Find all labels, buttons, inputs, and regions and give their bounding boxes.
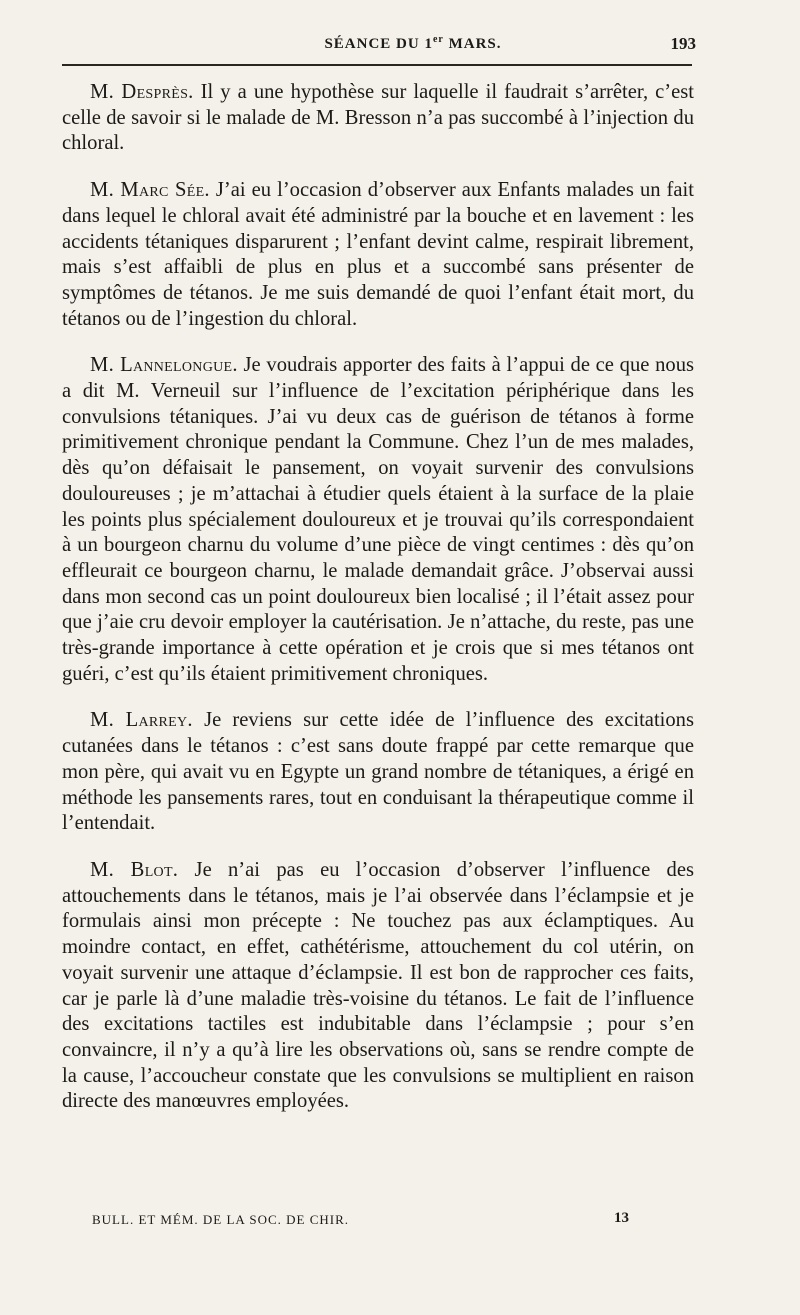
paragraph-text: Je n’ai pas eu l’occasion d’observer l’influence des attouchements dans le tétanos, mais je l’ai observée dans l’éclampsie et je formulais ainsi mon précepte : Ne touchez pas aux éclamptiques. Au moindre contact, en effet, cathétérisme, attouchement du col utérin, on voyait survenir une attaque d’éclampsie. Il est bon de rapprocher ces faits, car je parle là d’une maladie très-voisine du tétanos. Le fait de l’influence des excitations tactiles est indubitable dans l’éclampsie ; pour s’en convaincre, il n’y a qu’à lire les observations où, sans se rendre compte de la cause, l’accoucheur constate que les convulsions se multiplient en raison directe des manœuvres employées. <box>62 858 695 1113</box>
running-title <box>60 34 696 53</box>
body-text <box>62 80 694 1115</box>
paragraph-lannelongue <box>62 353 694 687</box>
speaker-name: M. Lannelongue. <box>90 354 238 377</box>
speaker-name: M. Desprès. <box>90 81 194 103</box>
paragraph-marc-see <box>62 178 694 332</box>
footer-journal: BULL. ET MÉM. DE LA SOC. DE CHIR. <box>92 1212 350 1227</box>
running-title-main: SÉANCE DU 1 <box>324 36 433 52</box>
speaker-name: M. Marc Sée. <box>90 179 210 202</box>
page-number: 193 <box>670 34 696 53</box>
header-rule <box>62 64 692 66</box>
page-header <box>60 34 696 54</box>
paragraph-text: J’ai eu l’occasion d’observer aux Enfants malades un fait dans lequel le chloral avait été administré par la bouche et en lavement : les accidents tétaniques disparurent ; l’enfant devint calme, respirait librement, mais s’est affaibli de plus en plus et a succombé sans présenter de symptômes de tétanos. Je me suis demandé de quoi l’enfant était mort, du tétanos ou de l’ingestion du chloral. <box>62 179 694 330</box>
paragraph-text: Il y a une hypothèse sur laquelle il faudrait s’arrêter, c’est celle de savoir si le malade de M. Bresson n’a pas succombé à l’injection du chloral. <box>62 81 695 155</box>
footer-signature: 13 <box>614 1210 629 1226</box>
paragraph-larrey <box>62 708 694 837</box>
running-title-sup: er <box>432 34 444 45</box>
paragraph-text: Je voudrais apporter des faits à l’appui de ce que nous a dit M. Verneuil sur l’influence de l’excitation périphérique dans les convulsions tétaniques. J’ai vu deux cas de guérison de tétanos à forme primitivement chronique pendant la Commune. Chez l’un de mes malades, dès qu’on défaisait le pansement, on voyait survenir des convulsions douloureuses ; je m’attachai à étudier quels étaient à la surface de la plaie les points plus spécialement douloureux et je trouvai qu’ils correspondaient à un bourgeon charnu du volume d’une pièce de vingt centimes : dès qu’on effleurait ce bourgeon charnu, le malade demandait grâce. J’observai aussi dans mon second cas un point douloureux bien localisé ; il l’était assez pour que j’aie cru devoir employer la cautérisation. Je n’attache, du reste, pas une très-grande importance à cette opération et je crois que si mes tétanos ont guéri, c’est qu’ils étaient primitivement chroniques. <box>62 354 694 685</box>
speaker-name: M. Larrey. <box>90 709 193 732</box>
paragraph-text: Je reviens sur cette idée de l’influence des excitations cutanées dans le tétanos : c’est sans doute frappé par cette remarque que mon père, qui avait vu en Egypte un grand nombre de tétaniques, a érigé en méthode les pansements rares, tout en conduisant la thérapeutique comme il l’entendait. <box>62 709 694 835</box>
speaker-name: M. Blot. <box>90 858 179 881</box>
running-title-end: MARS. <box>443 36 502 52</box>
paragraph-despres <box>62 80 694 157</box>
paragraph-blot <box>62 858 694 1115</box>
